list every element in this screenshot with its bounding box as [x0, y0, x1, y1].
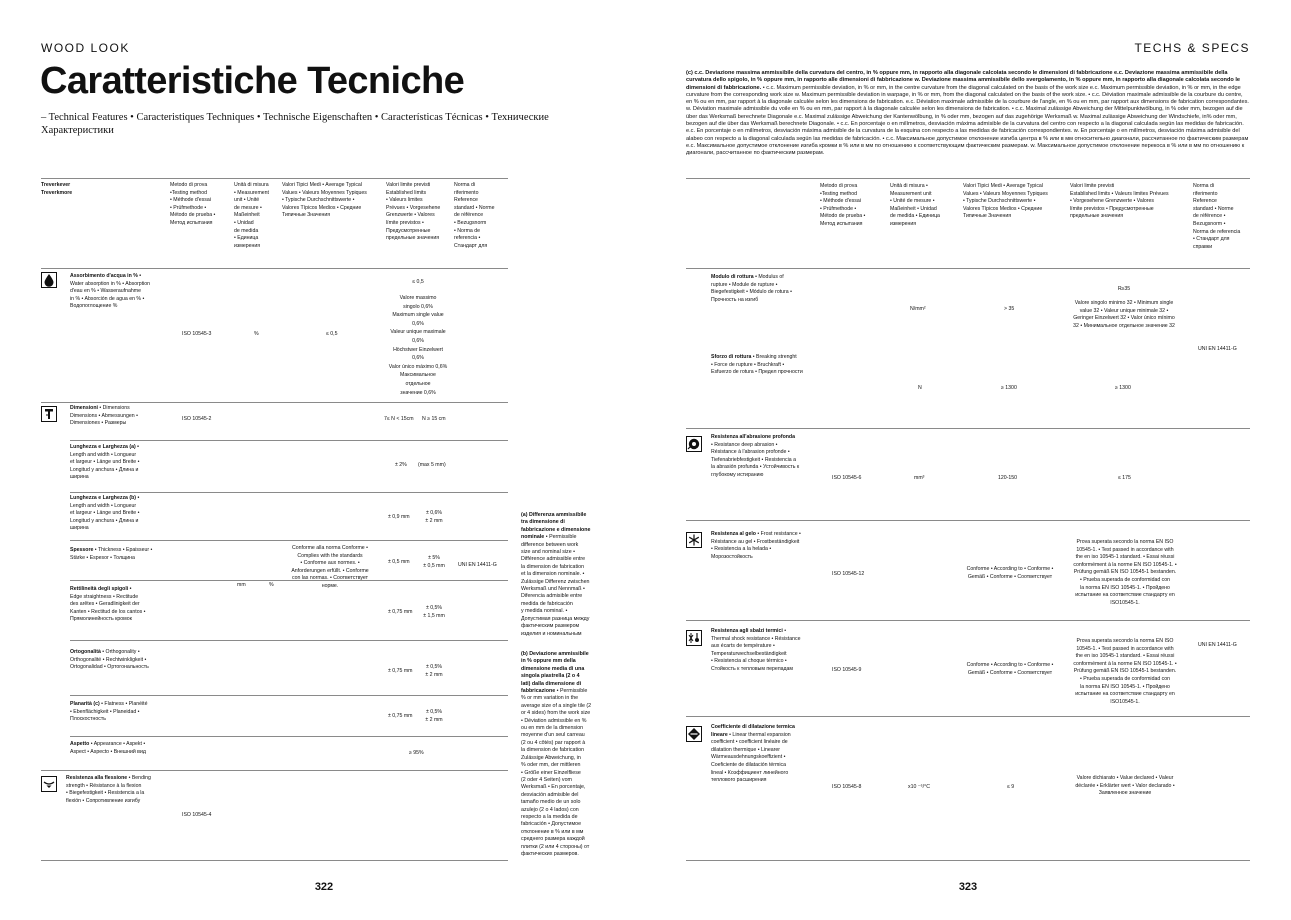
dimensions-limit-a: 7≤ N < 15cm: [384, 416, 414, 422]
lw-a-limit-a: ± 2%: [395, 462, 407, 468]
bending-method: ISO 10545-4: [182, 812, 212, 818]
mid-unit-mm: mm: [237, 582, 246, 588]
break-typical: ≥ 1300: [1001, 385, 1017, 391]
description: • Appearance • Aspekt • Aspect • Aspecto • Внешний вид: [70, 741, 146, 755]
note-b-body: • Permissible % or mm variation in the average size of a single tile (2 or 4 sides) from the work size • Déviation admissible en % ou en mm de la dimension moyenne d'un seul carreau (2 ou 4 côtés) par rapport à la dimension de fabrication Zulässige Abweichung, in % oder mm, der mittleren • Größe einer Einzelfliese (2 oder 4 Seiten) vom Werksmaß • En porcentaje, desviación admisible del tamaño medio de un solo azulejo (2 o 4 lados) con respecto a la medida de fabricación • Допустимое отклонение в % или в мм среднего размера каждой плитки (2 или 4 стороны) от фактических размеров.: [521, 688, 592, 857]
frost-method: ISO 10545-12: [832, 571, 865, 577]
row-orthogonality: [70, 649, 170, 672]
label: Modulo di rottura: [711, 274, 754, 280]
header-method: Metodo di prova •Testing method • Méthode d'essai • Prüfmethode • Método de prueba • Метод испытания: [170, 182, 216, 226]
abrasion-method: ISO 10545-6: [832, 475, 862, 481]
label: Coefficiente di dilatazione termica lineare: [711, 724, 795, 738]
label: Assorbimento d'acqua in % •: [70, 273, 142, 279]
thickness-limit-b: ± 5% ± 0,5 mm: [423, 555, 445, 569]
header-unit: Unità di misura • Measurement unit • Unité de mesure • Maßeinheit • Unidad de medida • Единица измерения: [234, 182, 269, 249]
abrasion-limit: ≤ 175: [1118, 475, 1131, 481]
note-c-body: • c.c. Maximum permissible deviation, in % or mm, in the centre curvature from the diagonal calculated on the basis of the work size e.c. Maximum permissible deviation, in % or mm, in the edge curvature from the corresponding work size w. Maximum permissible deviation in warpage, in % or mm, from the diagonal calculated on the basis of the work size. • c.c. Déviation maximale admissible de la courbure du centre, en % ou en mm, par rapport à la diagonale calculée selon les dimensions de fabrication. e.c. Déviation maximale admissible de la courbure de l'angle, en % ou en mm, par rapport aux dimensions de fabrication correspondantes. w. Déviation maximale admissible du voile en % ou en mm, par rapport à la diagonale calculée selon les dimensions de fabrication. • c.c. Maximal zulässige Abweichung der Mittelpunktwölbung, in % oder mm, bezogen auf die über das Werksmaß berechnete Diagonale e.c. Maximal zulässige Abweichung der Kantenwölbung, in % oder mm, bezogen auf das zugehörige Werksmaß w. Maximal zulässige Abweichung der Windschiefe, in% oder mm, bezogen auf die über das Werksmaß berechnete Diagonale. • c.c. En porcentaje o en milímetros, desviación máxima admisible de la curvatura del centro con respecto a la diagonal calculada según las medidas de fabricación. e.c. En porcentaje o en milímetros, desviación máxima admisible de la curvatura de la esquina con respecto a las medidas de fabricación correspondientes. w. En porcentaje o en milímetros, desviación máxima admisible del alabeo con respecto a la diagonal calculada según las medidas de fabricación. • c.c. Максимальное допустимое отклонение изгиба центра в % или в мм относительно диагонали, рассчитанное по фактическим размерам e.c. Максимальное допустимое отклонение изгиба кромки в % или в мм по отношению к соответствующим фактическим размерам. w. Максимальное допустимое отклонение перекоса в % или в мм по отношению к диагонали, рассчитанное по фактическим размерам.: [686, 84, 1249, 157]
row-thermal-expansion: [711, 724, 823, 785]
description: • Frost resistance • Résistance au gel • Frostbeständigkeit • Resistencia a la helada • Морозостойкость: [711, 531, 801, 560]
orthogonality-limit-a: ± 0,75 mm: [388, 668, 413, 674]
label: Sforzo di rottura: [711, 354, 752, 360]
section-label-left: WOOD LOOK: [41, 41, 130, 55]
note-a-body: • Permissible difference between work size and nominal size • Différence admissible entre la dimension de fabrication et la dimension nominale. • Zulässige Differenz zwischen Werksmaß und Nennmaß • Diferencia admisible entre medida de fabricación y medida nominal. • Допустимая разница между фактическим размером изделия и номинальным: [521, 534, 590, 637]
label: Spessore: [70, 547, 94, 553]
description: Length and width • Longueur et largeur • Länge und Breite • Longitud y anchura • Длина и ширина: [70, 502, 140, 532]
dilatation-limit: Valore dichiarato • Value declared • Valeur déclarée • Erklärter wert • Valor declarado • Заявленное значение: [1075, 775, 1175, 797]
row-length-width-b: [70, 495, 170, 533]
dimensions-limit-b: N ≥ 15 cm: [422, 416, 446, 422]
section-label-right: TECHS & SPECS: [1134, 41, 1250, 55]
thickness-limit-a: ± 0,5 mm: [388, 559, 410, 565]
dilatation-unit: x10 ⁻⁶/°C: [908, 784, 930, 790]
note-c: [686, 70, 1250, 158]
label: Lunghezza e Larghezza (b) •: [70, 495, 140, 501]
header-typical-right: Valori Tipici Medi • Average Typical Values • Valeurs Moyennes Typiques • Typische Durchschnittswerte • Valores Típicos Medios • Средние Типичные Значения: [963, 183, 1048, 220]
page-number-right: 323: [958, 881, 978, 893]
orthogonality-limit-b: ± 0,5% ± 2 mm: [425, 664, 443, 678]
label: Aspetto: [70, 741, 90, 747]
label: Resistenza all'abrasione profonda: [711, 434, 795, 440]
row-flatness: [70, 701, 170, 724]
note-a: [521, 512, 637, 638]
thermal-limit: Prova superata secondo la norma EN ISO 10545-1. • Test passed in accordance with the en iso 10545-1 standard. • Essai réussi conformément à la norme EN ISO 10545-1. • Prüfung gemäß EN ISO 10545-1 bestanden. • Prueba superada de conformidad con la norma EN ISO 10545-1. • Пройдено испытание на соответствие стандарту en ISO10545-1.: [1073, 638, 1177, 705]
label: Resistenza agli sbalzi termici: [711, 628, 783, 634]
note-a-title: (a) Differenza ammissibile tra dimensione di fabbricazione e dimensione nominale: [521, 512, 591, 541]
snowflake-icon: [686, 532, 702, 548]
thermal-method: ISO 10545-9: [832, 667, 862, 673]
water-drop-icon: [41, 272, 57, 288]
rupture-typical: > 35: [1004, 306, 1015, 312]
row-appearance: [70, 741, 170, 756]
frost-limit: Prova superata secondo la norma EN ISO 10545-1. • Test passed in accordance with the en iso 10545-1 standard. • Essai réussi conformément à la norme EN ISO 10545-1. • Prüfung gemäß EN ISO 10545-1 bestanden. • Prueba superada de conformidad con la norma EN ISO 10545-1. • Пройдено испытание на соответствие стандарту en ISO10545-1.: [1073, 539, 1177, 606]
row-breaking-strength: [711, 354, 821, 377]
straightness-limit-b: ± 0,5% ± 1,5 mm: [423, 605, 445, 619]
thickness-typical: Conforme alla norma Conforme • Complies with the standards • Conforme aux normes. • Anforderungen erfüllt. • Conforme con las normas. • Соответствует норме.: [291, 545, 369, 589]
row-deep-abrasion: [711, 434, 821, 480]
rupture-unit: N/mm²: [910, 306, 926, 312]
thermal-shock-icon: [686, 630, 702, 646]
lw-a-limit-b: (max 5 mm): [418, 462, 446, 468]
note-b: [521, 651, 637, 858]
bending-icon: [41, 776, 57, 792]
abrasion-disc-icon: [686, 436, 702, 452]
caliper-icon: [41, 406, 57, 422]
row-modulus-rupture: [711, 274, 821, 304]
description: Water absorption in % • Absorption d'eau en % • Wasseraufnahme in % • Absorción de agua en % • Водопоглощение %: [70, 280, 151, 310]
break-limit: ≥ 1300: [1115, 385, 1131, 391]
header-unit-right: Unità di misura • Measurement unit • Unité de mesure • Maßeinheit • Unidad de medida • Единица измерения: [890, 183, 940, 227]
label: Resistenza al gelo: [711, 531, 756, 537]
dilatation-method: ISO 10545-8: [832, 784, 862, 790]
header-product: Treverkever Treverkmore: [41, 182, 73, 196]
rupture-limit-top: R≥35: [1117, 286, 1131, 292]
thermal-norm: UNI EN 14411-G: [1198, 642, 1237, 648]
row-bending-strength: [66, 775, 170, 805]
row-thickness: [70, 547, 170, 562]
description: • Bending strength • Résistance à la flexion • Biegefestigkeit • Resistencia a la flexión • Сопротивление изгибу: [66, 775, 151, 804]
note-c-title: (c) c.c. Deviazione massima ammissibile della curvatura del centro, in % oppure mm, in rapporto alla diagonale calcolata secondo le dimensioni di fabbricazione e.c. Deviazione massima ammissibile della curvatura dello spigolo, in % oppure mm, in rapporto alle dimensioni di fabbricazione w. Deviazione massima ammissibile dello svergolamento, in % oppure mm, in rapporto alla diagonale calcolata secondo le dimensioni di fabbricazione.: [686, 70, 1241, 91]
label: Resistenza alla flessione: [66, 775, 128, 781]
abrasion-unit: mm³: [914, 475, 925, 481]
row-frost-resistance: [711, 531, 821, 561]
flatness-limit-a: ± 0,75 mm: [388, 713, 413, 719]
absorption-method: ISO 10545-3: [182, 331, 212, 337]
description: • Resistance deep abrasion • Résistance à l'abrasion profonde • Tiefenabriebfestigkeit • Resistencia a la abrasión profunda • Устойчивость к глубокому истиранию: [711, 441, 800, 478]
page-subtitle: – Technical Features • Caracteristiques Techniques • Technische Eigenschaften • Características Técnicas • Технические Характеристики: [41, 112, 549, 136]
description: • Orthogonality • Orthogonalité • Rechtwinkligkeit • Ortogonalidad • Ортогональность: [70, 649, 149, 671]
break-unit: N: [918, 385, 922, 391]
lw-b-limit-b: ± 0,6% ± 2 mm: [425, 510, 443, 524]
rupture-norm: UNI EN 14411-G: [1198, 346, 1237, 352]
description: Edge straightness • Rectitude des arêtes • Geradlinigkeit der Kanten • Rectitud de los cantos • Прямолинейность кромок: [70, 593, 146, 623]
description: • Linear thermal expansion coefficient • coefficient linéaire de dilatation thermique • Linearer Wärmeausdehnungskoeffizient • Coeficiente de dilatación térmica lineal • Коэффициент линейного теплового расширения: [711, 731, 791, 784]
description: • Thickness • Epaisseur • Stärke • Espesor • Толщина: [70, 547, 153, 561]
row-length-width-a: [70, 444, 170, 482]
label: Dimensioni: [70, 405, 98, 411]
absorption-unit: %: [254, 331, 259, 337]
description: • Breaking strenght • Force de rupture • Bruchkraft • Esfuerzo de rotura • Предел прочности: [711, 354, 803, 376]
label: Rettilineità degli spigoli •: [70, 586, 132, 592]
note-b-title: (b) Deviazione ammissibile in % oppure mm della dimensione media di una singola piastrella (2 o 4 lati) dalla dimensione di fabbricazione: [521, 651, 589, 695]
description: • Thermal shock resistance • Résistance aux écarts de température • Temperaturwechselbeständigkeit • Resistencia al choque térmico • Стойкость к тепловым перепадам: [711, 628, 801, 672]
row-water-absorption: [70, 273, 170, 311]
header-norm: Norma di riferimento Reference standard • Norme de référence • Bezugsnorm • Norma de referencia • Стандарт для: [454, 182, 495, 249]
header-norm-right: Norma di riferimento Reference standard • Norme de référence • Bezugsnorm • Norma de referencia • Стандарт для справки: [1193, 183, 1241, 250]
header-typical: Valori Tipici Medi • Average Typical Values • Valeurs Moyennes Typiques • Typische Durchschnittswerte • Valores Típicos Medios • Средние Типичные Значения: [282, 182, 367, 219]
dimensions-method: ISO 10545-2: [182, 416, 212, 422]
label: Ortogonalità: [70, 649, 101, 655]
thickness-norm: UNI EN 14411-G: [458, 562, 497, 568]
label: Lunghezza e Larghezza (a) •: [70, 444, 139, 450]
row-dimensions: [70, 405, 170, 428]
straightness-limit-a: ± 0,75 mm: [388, 609, 413, 615]
header-method-right: Metodo di prova •Testing method • Méthode d'essai • Prüfmethode • Método de prueba • Метод испытания: [820, 183, 866, 227]
header-limit-right: Valori limite previsti Established limits • Valeurs limites Prévues • Vorgesehene Grenzwerte • Valores límite previstos • Предусмотренные предельные значения: [1070, 183, 1169, 220]
appearance-limit: ≥ 95%: [409, 750, 424, 756]
description: • Flatness • Planéité • Ebenflächigkeit • Planeidad • Плоскостность: [70, 701, 148, 723]
label: Planarità (c): [70, 701, 100, 707]
row-thermal-shock: [711, 628, 823, 674]
dilatation-typical: ≤ 9: [1007, 784, 1015, 790]
lw-b-limit-a: ± 0,9 mm: [388, 514, 410, 520]
thermal-typical: Conforme • According to • Conforme • Gemäß • Conforme • Соответствует: [966, 662, 1054, 676]
rupture-limit-detail: Valore singolo minimo 32 • Minimum single value 32 • Valeur unique minimale 32 • Geringer Einzelwert 32 • Valor único mínimo 32 • Минимальное отдельное значение 32: [1073, 300, 1175, 329]
page-title: Caratteristiche Tecniche: [40, 60, 465, 102]
description: • Dimensions Dimensions • Abmessungen • Dimensiones • Размеры: [70, 405, 138, 427]
mid-unit-percent: %: [269, 582, 274, 588]
expansion-arrows-icon: [686, 726, 702, 742]
abrasion-typical: 120-150: [998, 475, 1018, 481]
description: • Modulus of rupture • Module de rupture • Biegefestigkeit • Módulo de rotura • Прочность на изгиб: [711, 274, 792, 303]
page-number-left: 322: [314, 881, 334, 893]
absorption-limit-detail: Valore massimo singolo 0,6% Maximum single value 0,6% Valeur unique maximale 0,6% Höchstwer Einzelwert 0,6% Valor único máximo 0,6% Максимальное отдельное значение 0,6%: [388, 295, 448, 396]
description: Length and width • Longueur et largeur • Länge und Breite • Longitud y anchura • Длина и ширина: [70, 451, 140, 481]
frost-typical: Conforme • According to • Conforme • Gemäß • Conforme • Соответствует: [966, 566, 1054, 580]
header-limit: Valori limite previsti Established limits • Valeurs limites Prévues • Vorgesehene Grenzwerte • Valores límite previstos • Предусмотренные предельные значения: [386, 182, 441, 242]
flatness-limit-b: ± 0,5% ± 2 mm: [425, 709, 443, 723]
row-edge-straightness: [70, 586, 170, 624]
absorption-typical: ≤ 0,5: [326, 331, 338, 337]
absorption-limit-top: ≤ 0,5: [412, 279, 424, 285]
